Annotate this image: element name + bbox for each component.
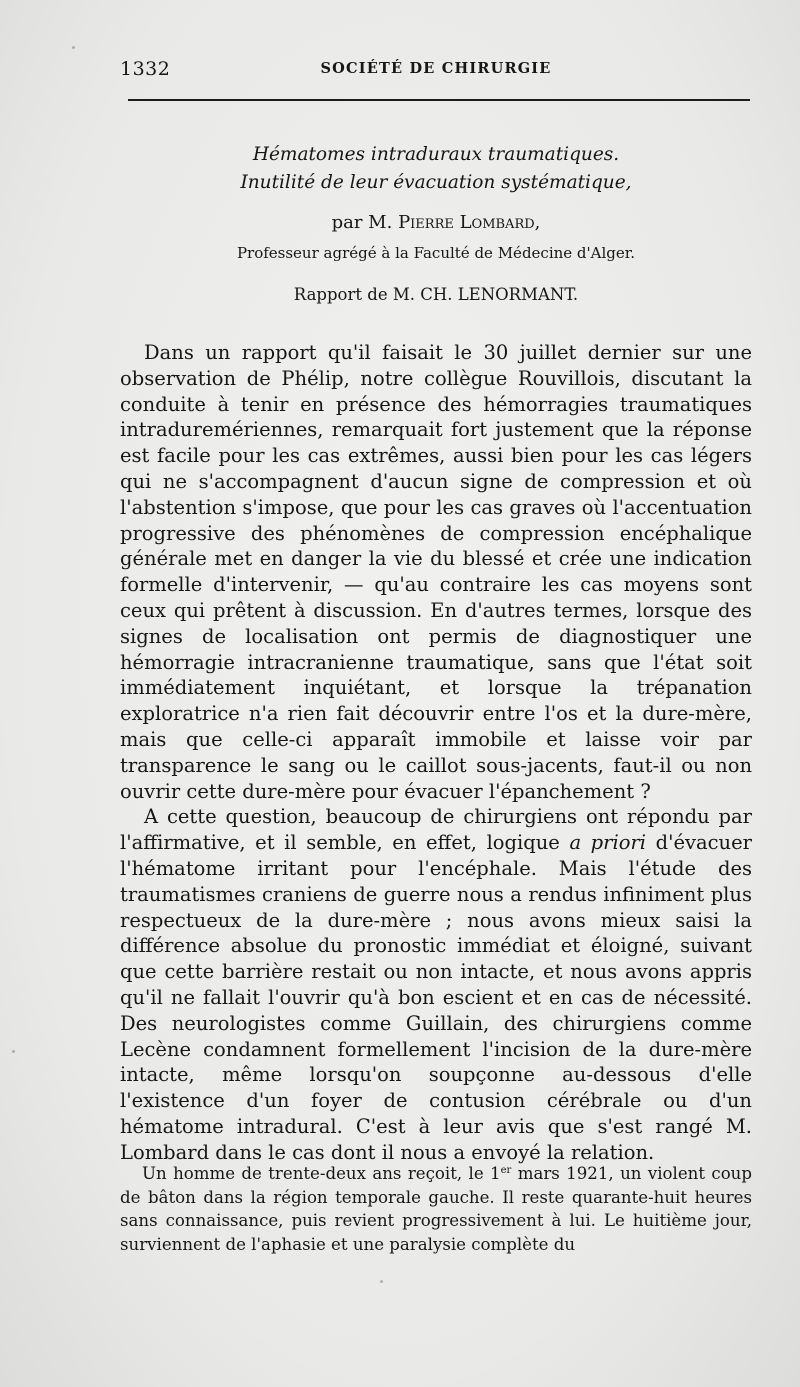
article-title [120,141,752,197]
running-head [120,58,752,88]
report-line: Rapport de M. CH. LENORMANT. [293,285,579,304]
case-report [120,1162,752,1256]
author-name: Pierre Lombard, [398,212,541,233]
author-affiliation: Professeur agrégé à la Faculté de Médecine d'Alger. [236,244,636,262]
paragraph-2: A cette question, beaucoup de chirurgiens ont répondu par l'affirmative, et il semble, en effet, logique a priori d'évacuer l'hématome irritant pour l'encéphale. Mais l'étude des traumatismes craniens de guerre nous a rendus infiniment plus respectueux de la dure-mère ; nous avons mieux saisi la différence absolue du pronostic immédiat et éloigné, suivant que cette barrière restait ou non intacte, et nous avons appris qu'il ne fallait l'ouvrir qu'à bon escient et en cas de nécessité. Des neurologistes comme Guillain, des chirurgiens comme Lecène condamnent formellement l'incision de la dure-mère intacte, même lorsqu'on soupçonne au-dessous d'elle l'existence d'un foyer de contusion cérébrale ou d'un hématome intradural. C'est à leur avis que s'est rangé M. Lombard dans le cas dont il nous a envoyé la relation. [120,805,752,1164]
scan-speck [72,46,75,49]
paragraph-1: Dans un rapport qu'il faisait le 30 juillet dernier sur une observation de Phélip, notre collègue Rouvillois, discutant la conduite à tenir en présence des hémorragies traumatiques intraduremériennes, remarquait fort justement que la réponse est facile pour les cas extrêmes, aussi bien pour les cas légers qui ne s'accompagnent d'aucun signe de compression et où l'abstention s'impose, que pour les cas graves où l'accentuation progressive des phénomènes de compression encéphalique générale met en danger la vie du blessé et crée une indication formelle d'intervenir, — qu'au contraire les cas moyens sont ceux qui prêtent à discussion. En d'autres termes, lorsque des signes de localisation ont permis de diagnostiquer une hémorragie intracranienne traumatique, sans que l'état soit immédiatement inquiétant, et lorsque la trépanation exploratrice n'a rien fait découvrir entre l'os et la dure-mère, mais que celle-ci apparaît immobile et laisse voir par transparence le sang ou le caillot sous-jacents, faut-il ou non ouvrir cette dure-mère pour évacuer l'épanchement ? [120,341,752,803]
byline-prefix: par M. [331,212,393,233]
article-title-line-2: Inutilité de leur évacuation systématique, [240,172,632,193]
article-title-line-1: Hématomes intraduraux traumatiques. [252,144,620,165]
byline [120,212,752,233]
scan-speck [380,1280,383,1283]
header-rule [128,99,750,101]
body-text [120,340,752,1166]
italic-a-priori: a priori [569,831,647,855]
running-title: SOCIÉTÉ DE CHIRURGIE [320,60,552,77]
page-number: 1332 [120,58,171,80]
case-paragraph: Un homme de trente-deux ans reçoit, le 1er mars 1921, un violent coup de bâton dans la région temporale gauche. Il reste quarante-huit heures sans connaissance, puis revient progressivement à lui. Le huitième jour, surviennent de l'aphasie et une paralysie complète du [120,1164,752,1254]
scan-speck [12,1050,15,1053]
